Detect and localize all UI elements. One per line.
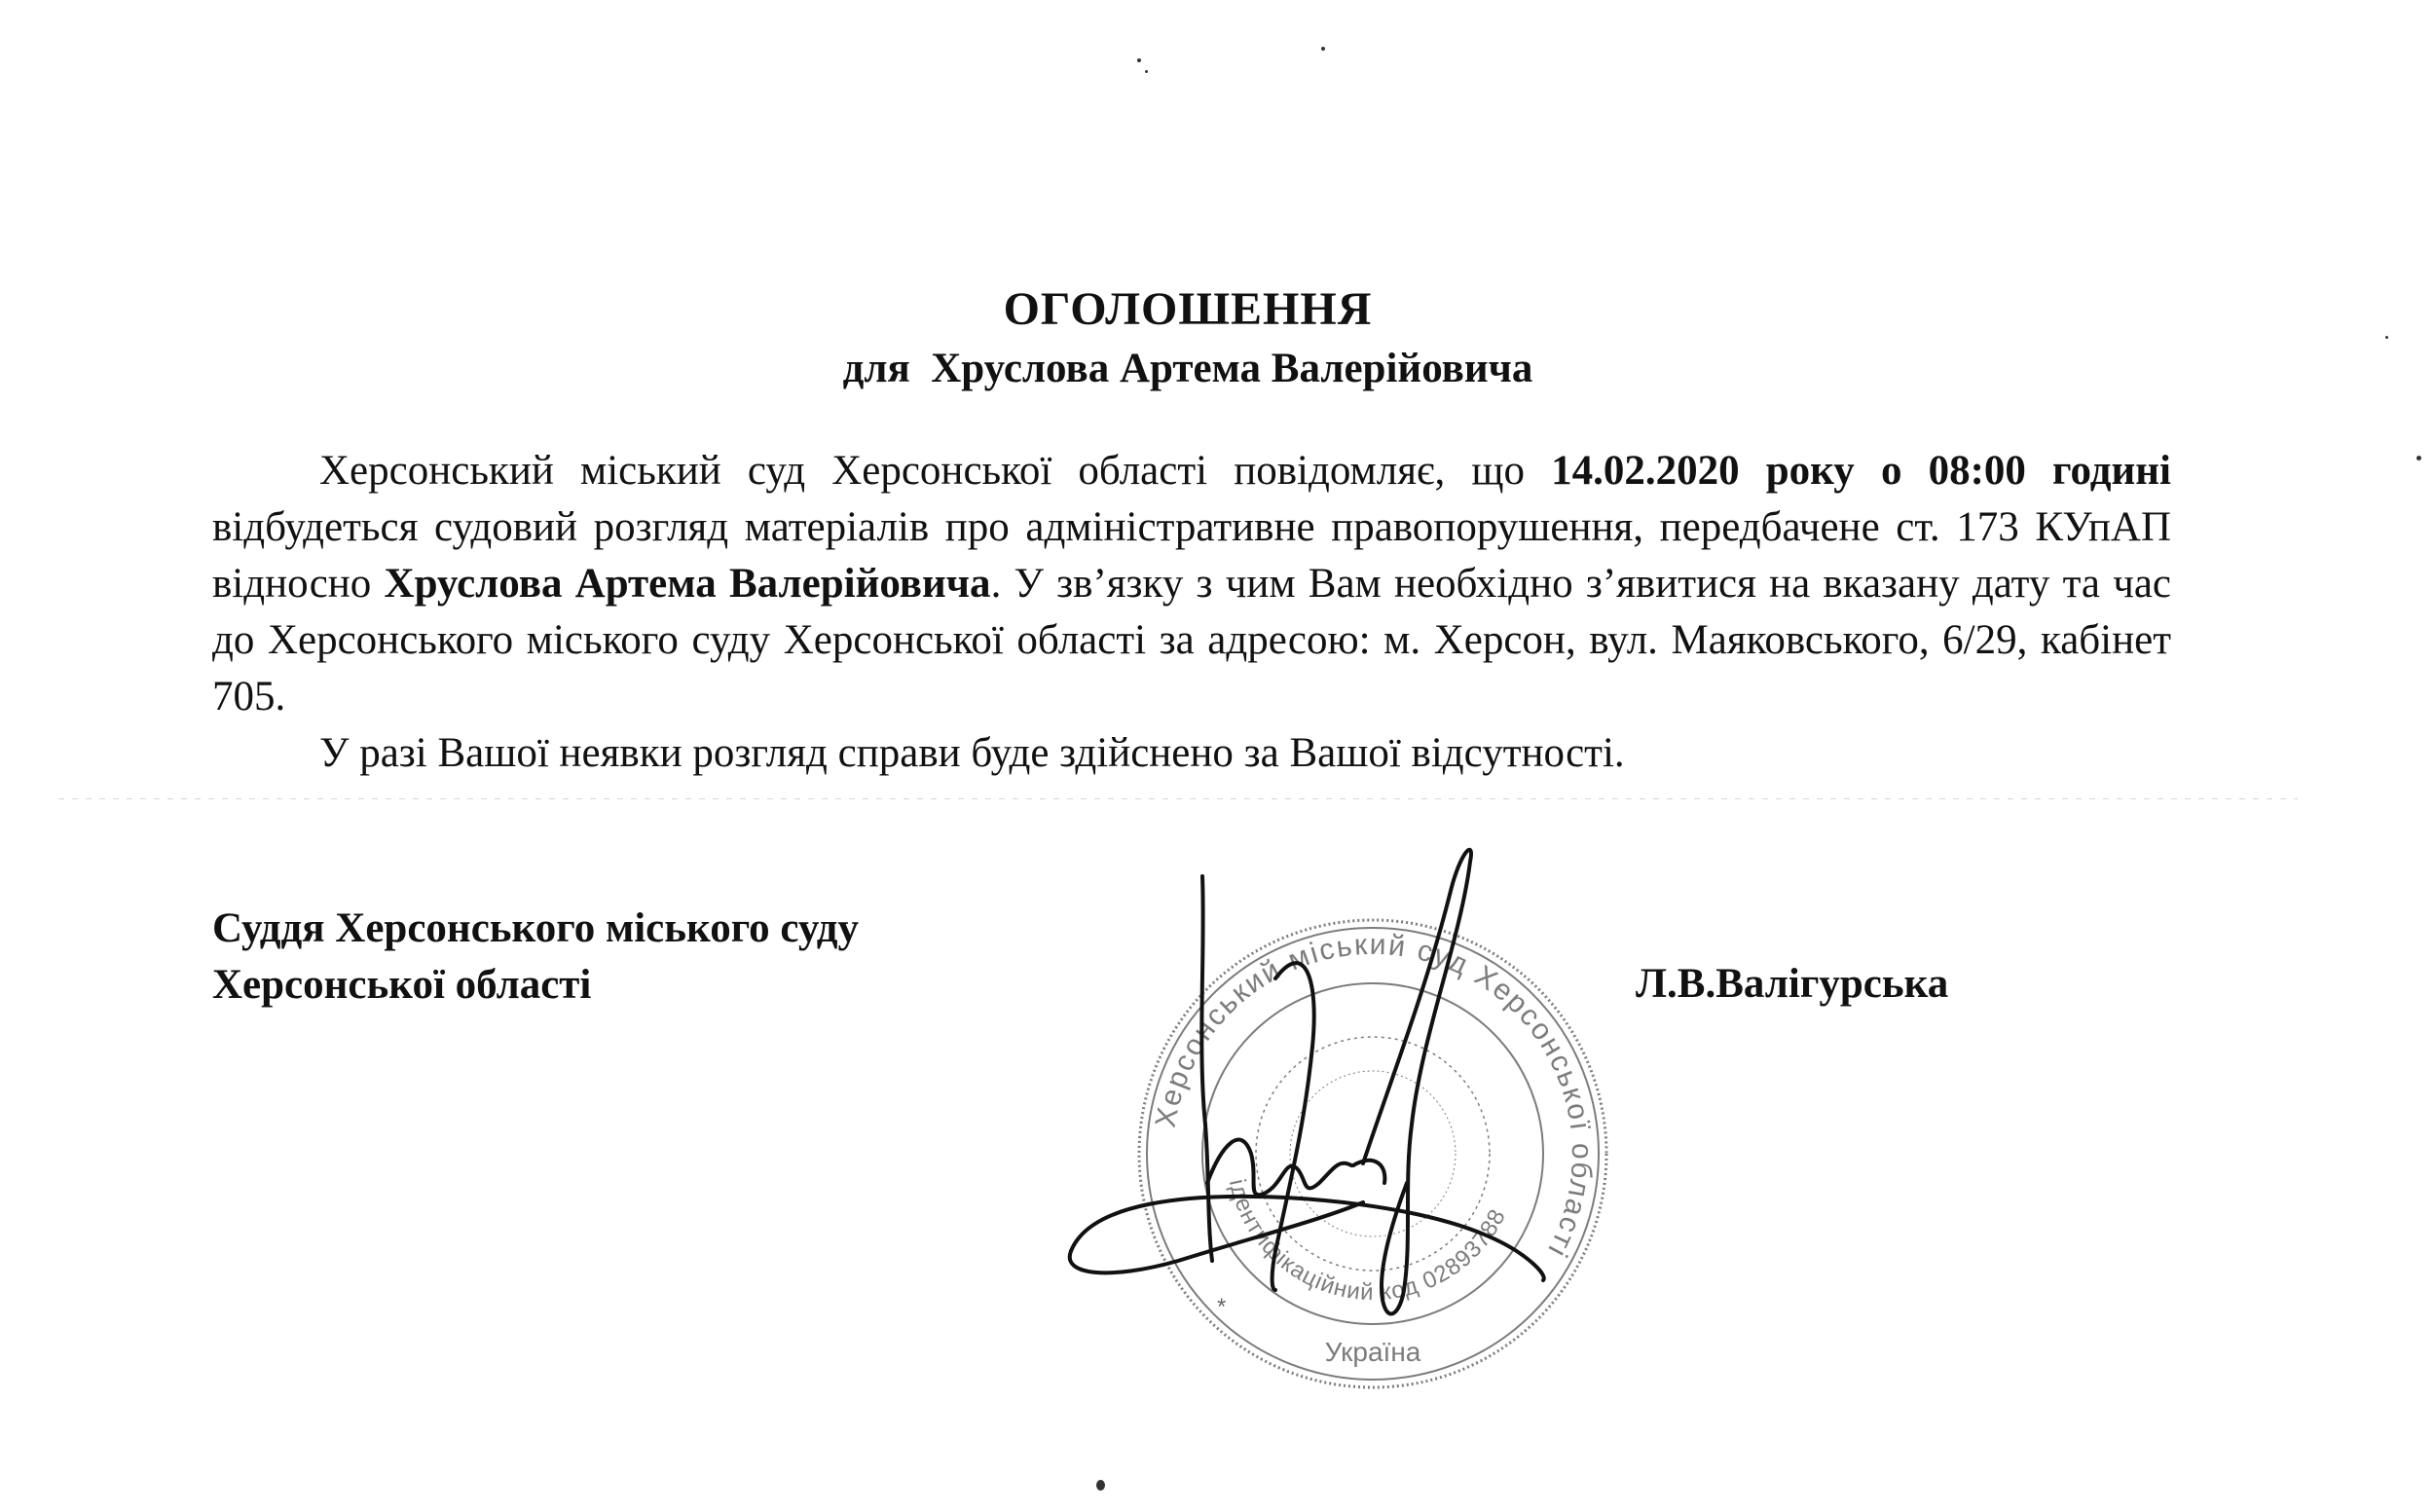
scan-speck xyxy=(2385,336,2388,339)
notice-title: ОГОЛОШЕННЯ xyxy=(1003,283,1373,335)
seal-bottom-text: Україна xyxy=(1324,1337,1421,1367)
body-text-segment: відбудеться судовий розгляд матеріалів про адміністративне правопорушення, передбачене ст. 173 КУпАП відносно xyxy=(212,504,2171,607)
judge-position-line-2: Херсонської області xyxy=(212,962,592,1008)
judge-name: Л.В.Валігурська xyxy=(1636,961,1949,1007)
scan-line-artifact xyxy=(58,798,2298,799)
hearing-date-time: 14.02.2020 року о 08:00 годині xyxy=(1551,448,2171,494)
body-paragraph-2: У разі Вашої неявки розгляд справи буде здійснено за Вашої відсутності. xyxy=(319,730,1625,776)
seal-outer-text: Херсонський міський суд Херсонської області xyxy=(1149,928,1599,1264)
seal-star-icon: * xyxy=(1217,1294,1227,1320)
judge-signature xyxy=(1042,832,1587,1378)
judge-position-line-1: Суддя Херсонського міського суду xyxy=(212,905,859,951)
body-paragraph-1 xyxy=(212,443,2171,725)
scan-speck xyxy=(1145,70,1148,73)
body-text-segment: Херсонський міський суд Херсонської області повідомляє, що xyxy=(319,448,1552,494)
scan-speck xyxy=(1321,47,1325,51)
scan-speck xyxy=(2416,456,2421,461)
notice-body xyxy=(212,443,2171,782)
scan-speck xyxy=(1137,58,1141,62)
seal-inner-text: ідентифікаційний код 02893788 xyxy=(1223,1176,1512,1307)
body-text-segment: . У зв’язку з чим Вам необхідно з’явитися на вказану дату та час до Херсонського міського суду Херсонської області за адресою: м. Херсон, вул. Маяковського, 6/29, кабінет 705. xyxy=(212,561,2172,719)
defendant-name: Хруслова Артема Валерійовича xyxy=(384,561,991,607)
scan-speck xyxy=(1096,1480,1105,1491)
notice-recipient: для Хруслова Артема Валерійовича xyxy=(842,346,1533,391)
judge-position xyxy=(212,901,859,1014)
